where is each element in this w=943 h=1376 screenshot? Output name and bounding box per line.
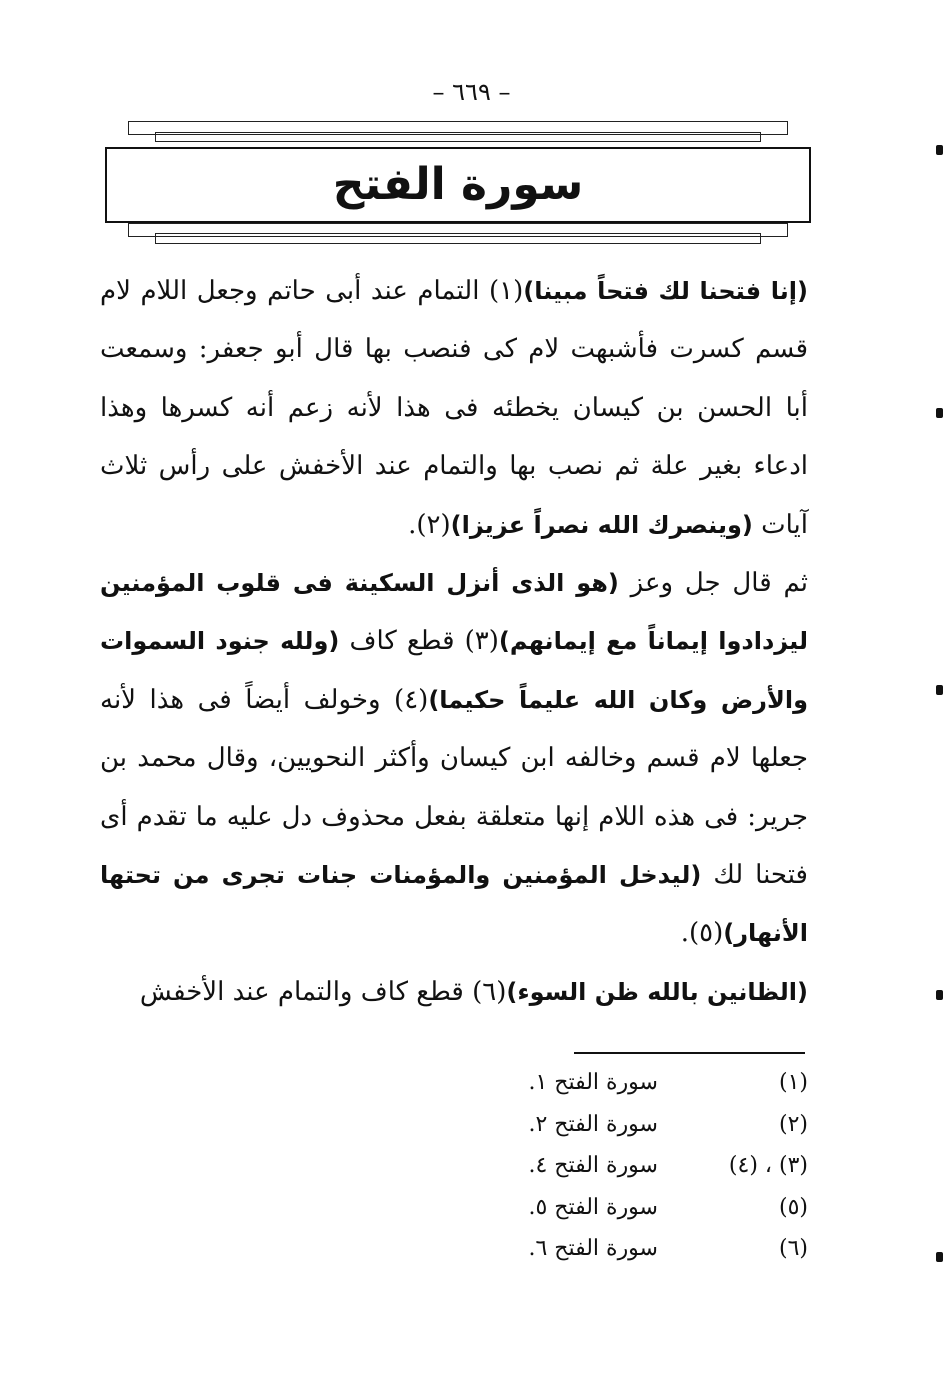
footnote-row [480, 1070, 808, 1112]
footnote-row [480, 1236, 808, 1278]
footnote-reference: سورة الفتح ٥. [528, 1194, 658, 1220]
footnote-reference: سورة الفتح ٢. [528, 1111, 658, 1137]
surah-title: سورة الفتح [332, 159, 584, 210]
footnote-reference: سورة الفتح ١. [528, 1070, 658, 1095]
footnote-number: (٦) [778, 1236, 808, 1261]
body-segment: (٢). [408, 509, 451, 540]
body-segment: ثم قال جل وعز [618, 568, 808, 599]
scan-edge-mark [936, 685, 943, 695]
footnote-number: (٥) [778, 1194, 808, 1220]
footnote-number: (٢) [778, 1111, 808, 1137]
paragraph [100, 963, 808, 1021]
scan-edge-mark [936, 145, 943, 155]
body-segment: (٤) وخولف أيضاً فى هذا لأنه جعلها لام قسم وخالفه ابن كيسان وأكثر النحويين، وقال محمد بن جرير: فى هذه اللام إنها متعلقة بفعل محذوف دل عليه ما تقدم أى فتحنا لك [100, 684, 808, 891]
footnote-row [480, 1153, 808, 1195]
title-box [105, 147, 811, 223]
footnote-row [480, 1195, 808, 1237]
body-segment: (٥). [680, 918, 724, 949]
quran-quote: (ولله جنود السموات والأرض وكان الله عليماً حكيما) [100, 627, 808, 714]
footnote-row [480, 1112, 808, 1154]
scan-edge-mark [936, 1252, 943, 1262]
paragraph [100, 554, 808, 963]
body-segment: (٣) قطع كاف [339, 626, 499, 657]
footnote-reference: سورة الفتح ٦. [528, 1236, 658, 1261]
quran-quote: (إنا فتحنا لك فتحاً مبينا) [523, 277, 808, 305]
footnote-number: (٣) ، (٤) [728, 1153, 808, 1178]
quran-quote: (الظانين بالله ظن السوء) [506, 977, 808, 1006]
footnote-reference: سورة الفتح ٤. [528, 1153, 658, 1178]
body-segment: (٦) قطع كاف والتمام عند الأخفش [139, 976, 507, 1007]
page-number: – ٦٦٩ – [432, 78, 511, 106]
footnote-separator [574, 1052, 805, 1054]
title-frame-inner-bottom [155, 233, 761, 244]
body-segment: (١) التمام عند أبى حاتم وجعل اللام لام قسم كسرت فأشبهت لام كى فنصب بها قال أبو جعفر: وسمعت أبا الحسن بن كيسان يخطئه فى هذا لأنه زعم أنه كسرها وهذا ادعاء بغير علة ثم نصب بها والتمام عند الأخفش على رأس ثلاث آيات [100, 276, 808, 540]
quran-quote: (ليدخل المؤمنين والمؤمنات جنات تجرى من تحتها الأنهار) [100, 861, 808, 948]
body-text [100, 262, 808, 1021]
paragraph [100, 262, 808, 554]
quran-quote: (هو الذى أنزل السكينة فى قلوب المؤمنين ليزدادوا إيماناً مع إيمانهم) [100, 569, 808, 656]
quran-quote: (وينصرك الله نصراً عزيزا) [450, 510, 753, 539]
scan-edge-mark [936, 990, 943, 1000]
title-frame-inner-top [155, 132, 761, 142]
scan-edge-mark [936, 408, 943, 418]
footnote-number: (١) [778, 1070, 808, 1095]
footnotes [480, 1070, 808, 1278]
